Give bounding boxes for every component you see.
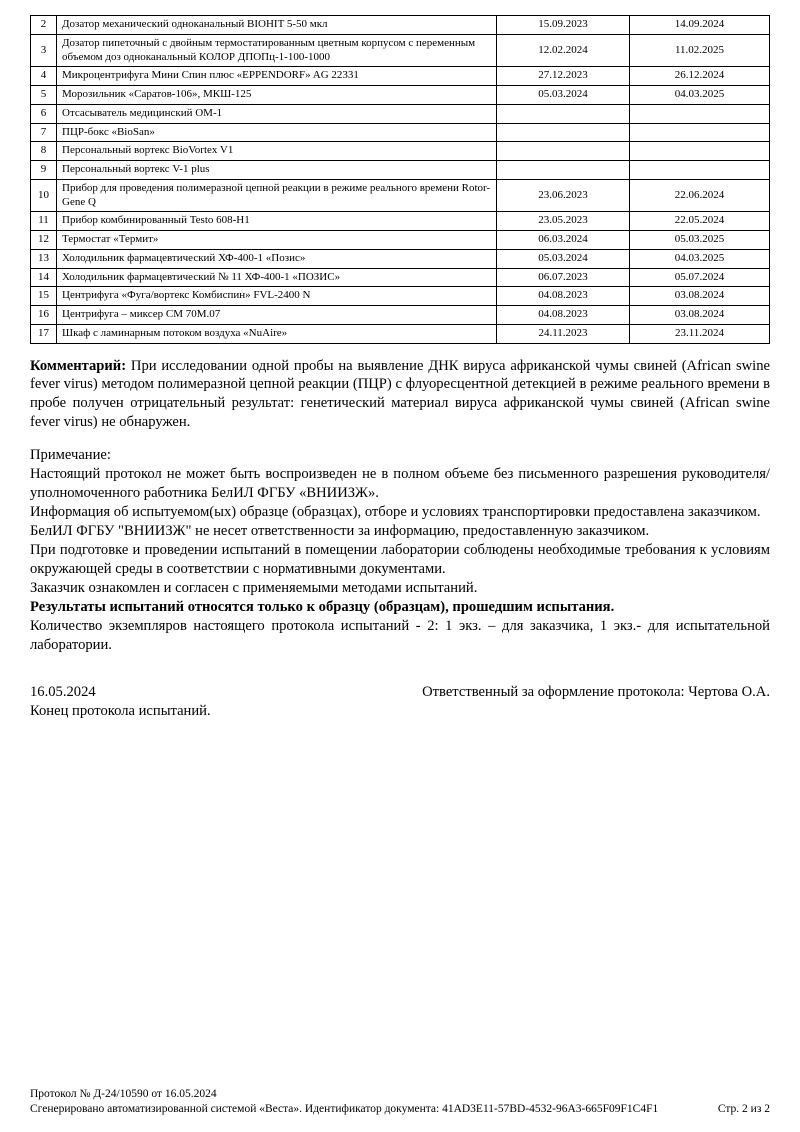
calibration-date	[497, 161, 630, 180]
equipment-number: 15	[31, 287, 57, 306]
note-paragraph: При подготовке и проведении испытаний в помещении лаборатории соблюдены необходимые требования к условиям окружающей среды в соответствии с нормативными документами.	[30, 542, 770, 578]
equipment-number: 4	[31, 67, 57, 86]
equipment-number: 11	[31, 212, 57, 231]
equipment-table	[30, 15, 770, 344]
footer-generated-line	[30, 1102, 770, 1118]
table-row	[31, 104, 770, 123]
calibration-date	[497, 123, 630, 142]
valid-until-date: 14.09.2024	[630, 16, 770, 35]
equipment-number: 7	[31, 123, 57, 142]
signature-row	[30, 683, 770, 702]
equipment-name: Дозатор механический одноканальный BIOHIT 5-50 мкл	[57, 16, 497, 35]
equipment-number: 9	[31, 161, 57, 180]
calibration-date: 27.12.2023	[497, 67, 630, 86]
comment-paragraph	[30, 357, 770, 433]
table-row	[31, 324, 770, 343]
equipment-number: 13	[31, 249, 57, 268]
table-row	[31, 179, 770, 212]
calibration-date: 23.06.2023	[497, 179, 630, 212]
notes-section	[30, 446, 770, 655]
equipment-number: 6	[31, 104, 57, 123]
comment-text: При исследовании одной пробы на выявление ДНК вируса африканской чумы свиней (African swine fever virus) методом полимеразной цепной реакции (ПЦР) с флуоресцентной детекцией в режиме реального времени в пробе получен отрицательный результат: генетический материал вируса африканской чумы свиней (African swine fever virus) не обнаружен.	[30, 357, 770, 431]
equipment-number: 8	[31, 142, 57, 161]
equipment-number: 12	[31, 231, 57, 250]
calibration-date: 05.03.2024	[497, 249, 630, 268]
equipment-number: 10	[31, 179, 57, 212]
equipment-name: Микроцентрифуга Мини Спин плюс «EPPENDORF» AG 22331	[57, 67, 497, 86]
page-footer	[30, 1087, 770, 1118]
equipment-name: Прибор комбинированный Testo 608-H1	[57, 212, 497, 231]
calibration-date: 04.08.2023	[497, 306, 630, 325]
valid-until-date: 23.11.2024	[630, 324, 770, 343]
calibration-date	[497, 104, 630, 123]
equipment-number: 16	[31, 306, 57, 325]
note-paragraph: Настоящий протокол не может быть воспроизведен не в полном объеме без письменного разрешения руководителя/уполномоченного работника БелИЛ ФГБУ «ВНИИЗЖ».	[30, 466, 770, 502]
note-paragraph: Количество экземпляров настоящего протокола испытаний - 2: 1 экз. – для заказчика, 1 экз.- для испытательной лаборатории.	[30, 618, 770, 654]
note-paragraph: БелИЛ ФГБУ "ВНИИЗЖ" не несет ответственности за информацию, предоставленную заказчиком.	[30, 523, 650, 540]
table-row	[31, 67, 770, 86]
table-row	[31, 249, 770, 268]
footer-page-indicator: Стр. 2 из 2	[717, 1103, 770, 1116]
calibration-date	[497, 142, 630, 161]
valid-until-date: 03.08.2024	[630, 287, 770, 306]
notes-heading: Примечание:	[30, 447, 111, 464]
calibration-date: 05.03.2024	[497, 86, 630, 105]
valid-until-date: 05.07.2024	[630, 268, 770, 287]
responsible-person: Ответственный за оформление протокола: Чертова О.А.	[422, 684, 770, 701]
equipment-name: Холодильник фармацевтический ХФ-400-1 «Позис»	[57, 249, 497, 268]
equipment-number: 3	[31, 34, 57, 67]
equipment-number: 5	[31, 86, 57, 105]
equipment-number: 17	[31, 324, 57, 343]
valid-until-date	[630, 142, 770, 161]
table-row	[31, 306, 770, 325]
calibration-date: 24.11.2023	[497, 324, 630, 343]
valid-until-date: 26.12.2024	[630, 67, 770, 86]
table-row	[31, 212, 770, 231]
valid-until-date	[630, 161, 770, 180]
calibration-date: 23.05.2023	[497, 212, 630, 231]
equipment-name: Дозатор пипеточный с двойным термостатированным цветным корпусом с переменным объемом доз одноканальный КОЛОР ДПОПц-1-100-1000	[57, 34, 497, 67]
equipment-name: Холодильник фармацевтический № 11 ХФ-400-1 «ПОЗИС»	[57, 268, 497, 287]
equipment-name: Центрифуга «Фуга/вортекс Комбиспин» FVL-2400 N	[57, 287, 497, 306]
calibration-date: 06.07.2023	[497, 268, 630, 287]
valid-until-date: 04.03.2025	[630, 249, 770, 268]
valid-until-date: 05.03.2025	[630, 231, 770, 250]
equipment-number: 2	[31, 16, 57, 35]
equipment-name: Отсасыватель медицинский ОМ-1	[57, 104, 497, 123]
protocol-date: 16.05.2024	[30, 684, 96, 701]
valid-until-date	[630, 123, 770, 142]
empty-space	[30, 721, 770, 1087]
equipment-name: Шкаф с ламинарным потоком воздуха «NuAire»	[57, 324, 497, 343]
table-row	[31, 123, 770, 142]
end-of-protocol: Конец протокола испытаний.	[30, 703, 211, 719]
equipment-number: 14	[31, 268, 57, 287]
table-row	[31, 86, 770, 105]
footer-generator-id: Сгенерировано автоматизированной системой «Веста». Идентификатор документа: 41AD3E11-57BD-4532-96A3-665F09F1C4F1	[30, 1103, 659, 1116]
valid-until-date: 22.06.2024	[630, 179, 770, 212]
table-row	[31, 231, 770, 250]
calibration-date: 04.08.2023	[497, 287, 630, 306]
equipment-name: Термостат «Термит»	[57, 231, 497, 250]
equipment-name: Прибор для проведения полимеразной цепной реакции в режиме реального времени Rotor-Gene Q	[57, 179, 497, 212]
table-row	[31, 16, 770, 35]
equipment-name: ПЦР-бокс «BioSan»	[57, 123, 497, 142]
table-row	[31, 34, 770, 67]
equipment-name: Морозильник «Саратов-106», МКШ-125	[57, 86, 497, 105]
note-paragraph: Информация об испытуемом(ых) образце (образцах), отборе и условиях транспортировки предоставлена заказчиком.	[30, 504, 761, 521]
table-row	[31, 287, 770, 306]
valid-until-date: 04.03.2025	[630, 86, 770, 105]
calibration-date: 12.02.2024	[497, 34, 630, 67]
equipment-name: Персональный вортекс BioVortex V1	[57, 142, 497, 161]
footer-protocol-number: Протокол № Д-24/10590 от 16.05.2024	[30, 1087, 217, 1100]
note-paragraph: Заказчик ознакомлен и согласен с применяемыми методами испытаний.	[30, 580, 478, 597]
equipment-name: Персональный вортекс V-1 plus	[57, 161, 497, 180]
valid-until-date: 22.05.2024	[630, 212, 770, 231]
comment-label: Комментарий:	[30, 357, 127, 374]
note-paragraph-bold: Результаты испытаний относятся только к образцу (образцам), прошедшим испытания.	[30, 599, 615, 616]
valid-until-date: 11.02.2025	[630, 34, 770, 67]
valid-until-date: 03.08.2024	[630, 306, 770, 325]
table-row	[31, 268, 770, 287]
table-row	[31, 161, 770, 180]
calibration-date: 06.03.2024	[497, 231, 630, 250]
calibration-date: 15.09.2023	[497, 16, 630, 35]
table-row	[31, 142, 770, 161]
valid-until-date	[630, 104, 770, 123]
equipment-name: Центрифуга – миксер СМ 70М.07	[57, 306, 497, 325]
